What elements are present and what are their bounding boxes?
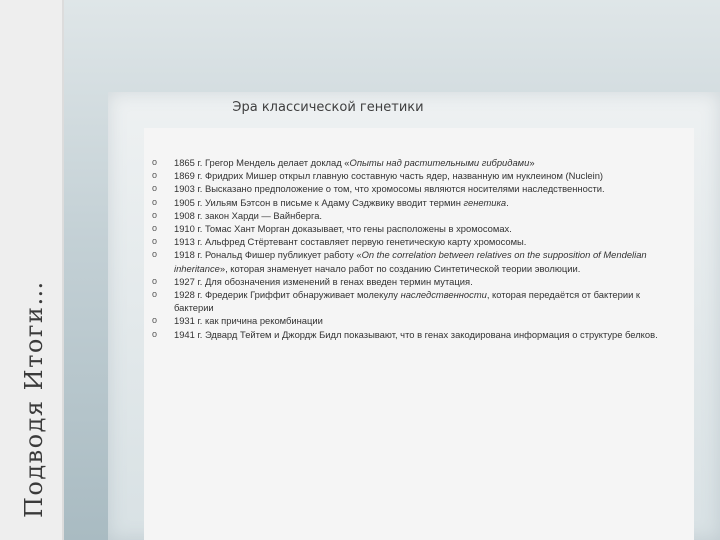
list-item xyxy=(152,235,664,248)
bullet-circle-icon: o xyxy=(152,170,158,181)
item-text: 1928 г. Фредерик Гриффит обнаруживает молекулу xyxy=(174,289,401,301)
list-item xyxy=(152,275,664,288)
list-item xyxy=(152,222,664,235)
list-item xyxy=(152,196,664,209)
item-text-end: . xyxy=(506,196,509,208)
item-emphasis: генетика xyxy=(463,196,507,208)
item-text: 1869 г. Фридрих Мишер открыл главную составную часть ядер, названную им нуклеином (Nuclein) xyxy=(174,170,604,182)
item-text: 1903 г. Высказано предположение о том, что хромосомы являются носителями наследственности. xyxy=(174,183,605,195)
item-text: 1905 г. Уильям Бэтсон в письме к Адаму Сэджвику вводит термин xyxy=(174,196,464,208)
list-item xyxy=(152,328,664,341)
bullet-circle-icon: o xyxy=(152,196,158,207)
item-text-end: » xyxy=(529,157,535,168)
bullet-circle-icon: o xyxy=(152,157,158,167)
bullet-circle-icon: o xyxy=(152,328,158,339)
bullet-circle-icon: o xyxy=(152,223,158,234)
vertical-title: Подводя Итоги… xyxy=(20,280,48,518)
bullet-circle-icon: o xyxy=(152,236,158,247)
item-text: 1865 г. Грегор Мендель делает доклад « xyxy=(174,157,350,168)
item-text: 1931 г. как причина рекомбинации xyxy=(174,315,323,327)
item-text: 1927 г. Для обозначения изменений в генах введен термин мутация. xyxy=(174,275,473,287)
bullet-circle-icon: o xyxy=(152,275,158,286)
bullet-circle-icon: o xyxy=(152,209,158,220)
bullet-circle-icon: o xyxy=(152,183,158,194)
bullet-circle-icon: o xyxy=(152,289,158,300)
list-item xyxy=(152,209,664,222)
item-text: 1918 г. Рональд Фишер публикует работу « xyxy=(174,249,362,261)
list-item xyxy=(152,169,664,182)
bullet-circle-icon: o xyxy=(152,249,158,260)
item-text-end: , которая передаётся от бактерии к бактерии xyxy=(174,289,641,314)
list-item xyxy=(152,182,664,195)
item-emphasis: On the correlation between relatives on the supposition of Mendelian inheritance xyxy=(174,249,647,274)
list-item xyxy=(152,288,664,314)
bullet-list xyxy=(152,156,664,341)
slide-title: Эра классической генетики xyxy=(232,100,424,115)
item-text: 1908 г. закон Харди — Вайнберга. xyxy=(174,209,323,221)
item-text: 1910 г. Томас Хант Морган доказывает, что гены расположены в хромосомах. xyxy=(174,223,512,235)
item-text: 1941 г. Эдвард Тейтем и Джордж Бидл показывают, что в генах закодирована информация о структуре белков. xyxy=(174,328,658,340)
list-item xyxy=(152,314,664,327)
list-item xyxy=(152,248,664,274)
item-emphasis: наследственности xyxy=(400,289,487,301)
list-item xyxy=(152,156,664,169)
bullet-circle-icon: o xyxy=(152,315,158,326)
item-emphasis: Опыты над растительными гибридами xyxy=(349,157,530,168)
item-text: 1913 г. Альфред Стёртевант составляет первую генетическую карту хромосомы. xyxy=(174,236,527,248)
item-text-end: », которая знаменует начало работ по созданию Синтетической теории эволюции. xyxy=(219,262,581,274)
